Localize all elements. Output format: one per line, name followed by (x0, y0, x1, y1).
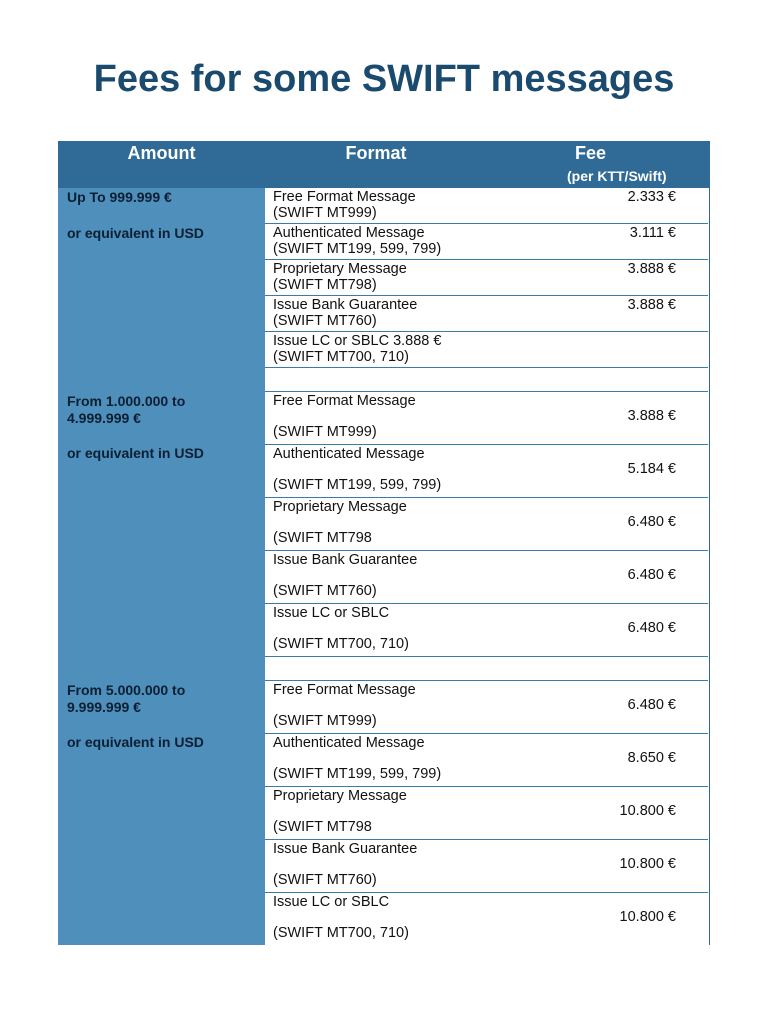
header-format: Format (345, 143, 407, 163)
format-name: Issue Bank Guarantee (273, 841, 418, 857)
tier3-amount-label-line1: From 5.000.000 to (67, 682, 186, 698)
table-row (265, 296, 708, 332)
fee-value: 6.480 € (627, 697, 676, 713)
fee-value: 10.800 € (619, 803, 676, 819)
format-name: Issue LC or SBLC (273, 894, 390, 910)
table-row (265, 681, 708, 734)
fee-value: 3.888 € (627, 261, 676, 277)
spacer-row (265, 657, 708, 681)
page-title: Fees for some SWIFT messages (93, 58, 675, 100)
format-name: Issue LC or SBLC (273, 605, 390, 621)
tier2-currency-note: or equivalent in USD (67, 445, 204, 461)
table-row (265, 224, 708, 260)
format-code: (SWIFT MT199, 599, 799) (273, 766, 442, 782)
tier3-amount-label-line2: 9.999.999 € (67, 699, 141, 715)
table-header (58, 141, 710, 188)
spacer-row (265, 368, 708, 392)
format-name: Issue Bank Guarantee (273, 297, 418, 313)
fee-value: 8.650 € (627, 750, 676, 766)
format-code: (SWIFT MT700, 710) (273, 636, 409, 652)
format-name: Issue Bank Guarantee (273, 552, 418, 568)
table-row (265, 734, 708, 787)
amount-column (58, 188, 265, 945)
format-code: (SWIFT MT760) (273, 583, 377, 599)
fee-value: 10.800 € (619, 856, 676, 872)
table-row (265, 392, 708, 445)
fee-value: 3.888 € (627, 408, 676, 424)
fee-value: 6.480 € (627, 620, 676, 636)
fee-value: 10.800 € (619, 909, 676, 925)
table-row (265, 893, 708, 945)
format-name: Proprietary Message (273, 788, 407, 804)
header-amount: Amount (127, 143, 196, 163)
fee-value: 3.888 € (627, 297, 676, 313)
format-code: (SWIFT MT700, 710) (273, 925, 409, 941)
header-fee-subtitle: (per KTT/Swift) (567, 168, 667, 184)
format-name: Authenticated Message (273, 735, 425, 751)
format-code: (SWIFT MT199, 599, 799) (273, 241, 442, 257)
fee-value: 2.333 € (627, 189, 676, 205)
table-row (265, 840, 708, 893)
table-row (265, 445, 708, 498)
format-code: (SWIFT MT999) (273, 713, 377, 729)
format-name: Proprietary Message (273, 499, 407, 515)
fee-value: 6.480 € (627, 567, 676, 583)
format-code: (SWIFT MT760) (273, 313, 377, 329)
format-code: (SWIFT MT798 (273, 819, 372, 835)
table-row (265, 498, 708, 551)
format-name: Authenticated Message (273, 225, 425, 241)
format-fee-column (265, 188, 710, 945)
format-code: (SWIFT MT760) (273, 872, 377, 888)
table-row (265, 188, 708, 224)
format-code: (SWIFT MT999) (273, 424, 377, 440)
tier2-amount-label-line2: 4.999.999 € (67, 410, 141, 426)
format-name: Proprietary Message (273, 261, 407, 277)
table-row (265, 604, 708, 657)
header-fee: Fee (575, 143, 607, 163)
format-name: Authenticated Message (273, 446, 425, 462)
tier1-currency-note: or equivalent in USD (67, 225, 204, 241)
tier1-amount-label: Up To 999.999 € (67, 189, 172, 205)
table-row (265, 332, 708, 368)
format-name: Free Format Message (273, 189, 416, 205)
tier2-amount-label-line1: From 1.000.000 to (67, 393, 186, 409)
format-name: Free Format Message (273, 393, 416, 409)
format-code: (SWIFT MT700, 710) (273, 349, 409, 365)
table-row (265, 260, 708, 296)
format-code: (SWIFT MT798 (273, 530, 372, 546)
table-row (265, 787, 708, 840)
format-code: (SWIFT MT199, 599, 799) (273, 477, 442, 493)
fee-value: 5.184 € (627, 461, 676, 477)
tier3-currency-note: or equivalent in USD (67, 734, 204, 750)
format-name: Free Format Message (273, 682, 416, 698)
fee-value: 6.480 € (627, 514, 676, 530)
format-code: (SWIFT MT798) (273, 277, 377, 293)
table-row (265, 551, 708, 604)
format-name: Issue LC or SBLC 3.888 € (273, 333, 442, 349)
format-code: (SWIFT MT999) (273, 205, 377, 221)
fee-value: 3.111 € (629, 225, 676, 241)
